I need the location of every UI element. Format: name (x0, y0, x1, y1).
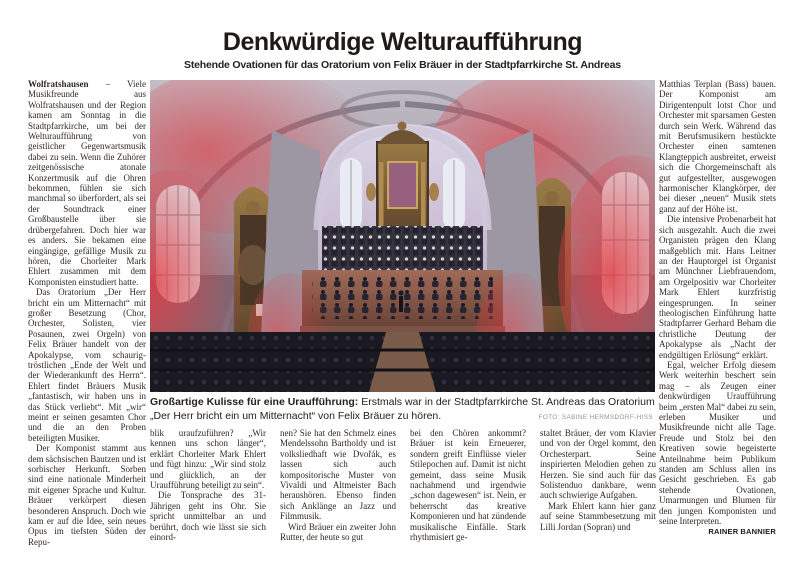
text-column-2 (150, 428, 266, 548)
choir (322, 226, 483, 272)
author-byline: RAINER BANNIER (708, 527, 776, 537)
church-concert-illustration (150, 80, 655, 392)
paragraph: Wird Bräuer ein zweiter John Rutter, der heute so gut (280, 521, 396, 543)
paragraph: blik uraufzuführen? „Wir kennen uns schon länger“, erklärt Chorleiter Mark Ehlert und fügt hinzu: „Wir sind stolz und glücklich, an der Uraufführung beteiligt zu sein“. (150, 428, 266, 491)
article-header (150, 28, 655, 71)
caption-lead: Großartige Kulisse für eine Uraufführung: (150, 396, 359, 408)
text-column-6 (659, 79, 776, 549)
conductor (398, 290, 403, 312)
paragraph: Mark Ehlert kann hier ganz auf seine Stammbesetzung mit Lilli Jordan (Sopran) und (540, 500, 656, 532)
text-column-5 (540, 428, 656, 548)
text-column-1 (28, 79, 146, 549)
paragraph: Die intensive Probenarbeit hat sich ausgezahlt. Auch die zwei Organisten prägen den Klang maßgeblich mit. Hans Leitner an der Hauptorgel ist Organist am Münchner Liebfrauendom, am Orgelpositiv war Chorleiter Mark Ehlert kurzfristig eingesprungen. In seiner theologischen Einführung hatte Stadtpfarrer Gerhard Beham die christliche Deutung der Apokalypse als „Nacht der endgültigen Erlösung“ erklärt. (659, 214, 776, 360)
text-column-3 (280, 428, 396, 548)
article-title: Denkwürdige Welturaufführung (222, 28, 583, 56)
paragraph: Der Komponist stammt aus dem sächsischen Bautzen und ist sorbischer Herkunft. Sorben sind eine nationale Minderheit mit eigener Sprache und Kultur. Bräuer verkörpert diesen besonderen Anspruch. Doch wie kam er auf die Idee, sein neues Opus im tiefsten Süden der Repu- (28, 443, 146, 547)
paragraph: nen? Sie hat den Schmelz eines Mendelssohn Bartholdy und ist volksliedhaft wie Dvořák, es lassen sich auch kompositorische Muster von Vivaldi und Altmeister Bach heraushören. Ebenso finden sich Anklänge an Jazz und Filmmusik. (280, 428, 396, 522)
photo-caption (150, 396, 655, 426)
article-subtitle: Stehende Ovationen für das Oratorium von Felix Bräuer in der Stadtpfarrkirche St. Andreas (184, 59, 621, 71)
paragraph: Egal, welcher Erfolg diesem Werk weiterhin beschert sein mag – als Zeugen einer denkwürdigen Uraufführung beim „ersten Mal“ dabei zu sein, erleben Musiker und Musikfreunde nicht alle Tage. Freude und Stolz bei den Kreativen sowie begeisterte Anteilnahme beim Publikum standen am Schluss allen ins Gesicht geschrieben. Es gab stehende Ovationen, Umarmungen und Blumen für den jungen Komponisten und seine Interpreten. RAINER BANNIER (659, 359, 776, 537)
article-photo (150, 80, 655, 392)
paragraph: Wolfratshausen – Viele Musikfreunde aus Wolfratshausen und der Region kamen am Sonntag in die Stadtpfarrkirche, um bei der Welturaufführung von geistlicher Gegenwartsmusik dabei zu sein. Wenn die Zuhörer zeitgenössische atonale Konzertmusik auf die Ohren bekommen, fühlen sie sich manchmal so überfordert, als sei der Soundtrack einer Großbaustelle über sie drübergefahren. Doch hier war es anders. Sie bekamen eine eingängige, gefällige Musik zu hören, die Chorleiter Mark Ehlert zusammen mit dem Komponisten einstudiert hatte. (28, 79, 146, 287)
paragraph: Die Tonsprache des 31-Jährigen geht ins Ohr. Sie spricht unmittelbar an und berührt, doch wie lässt sie sich einord- (150, 490, 266, 543)
text-column-4 (410, 428, 526, 548)
paragraph: staltet Bräuer, der vom Klavier und von der Orgel kommt, den Orchesterpart. Seine inspirierten Melodien gehen zu Herzen. Sie sind auch für das Solistenduo dankbare, wenn auch schwierige Aufgaben. (540, 428, 656, 501)
caption-text: Erstmals war in der Stadtpfarrkirche St. Andreas das Oratorium „Der Herr bricht ein um Mitternacht“ von Felix Bräuer zu hören. (150, 396, 655, 422)
photo-credit: FOTO: SABINE HERMSDORF-HISS (538, 413, 653, 421)
paragraph: Matthias Terplan (Bass) bauen. Der Komponist am Dirigentenpult lotst Chor und Orchester mit sparsamen Gesten durch sein Werk. Während das mit Berufsmusikern bestückte Orchester einen samtenen Klangteppich ausbreitet, erweist sich die Chorgemeinschaft als gut aufgestellter, ausgewogen harmonischer Klangkörper, der bei dieser „neuen“ Musik stets ganz auf der Höhe ist. (659, 79, 776, 214)
paragraph: Das Oratorium „Der Herr bricht ein um Mitternacht“ mit großer Besetzung (Chor, Orchester, Solisten, vier Posaunen, zwei Orgeln) von Felix Bräuer handelt von der Apokalypse, vom schaurig-tröstlichen „Ende der Welt und der Wiederankunft des Herrn“. Ehlert findet Bräuers Musik „fantastisch, wir haben uns in das Stück verliebt“. Mit „wir“ meint er seinen gesamten Chor und die an den Proben beteiligten Musiker. (28, 287, 146, 443)
dateline: Wolfratshausen (28, 79, 89, 89)
paragraph: bei den Chören ankommt? Bräuer ist kein Erneuerer, sondern greift Einflüsse vieler Stilepochen auf. Damit ist nicht gemeint, dass seine Musik nachahmend und irgendwie „schon dagewesen“ ist. Nein, er beherrscht das kreative Komponieren und hat zündende musikalische Einfälle. Stark rhythmisiert ge- (410, 428, 526, 543)
